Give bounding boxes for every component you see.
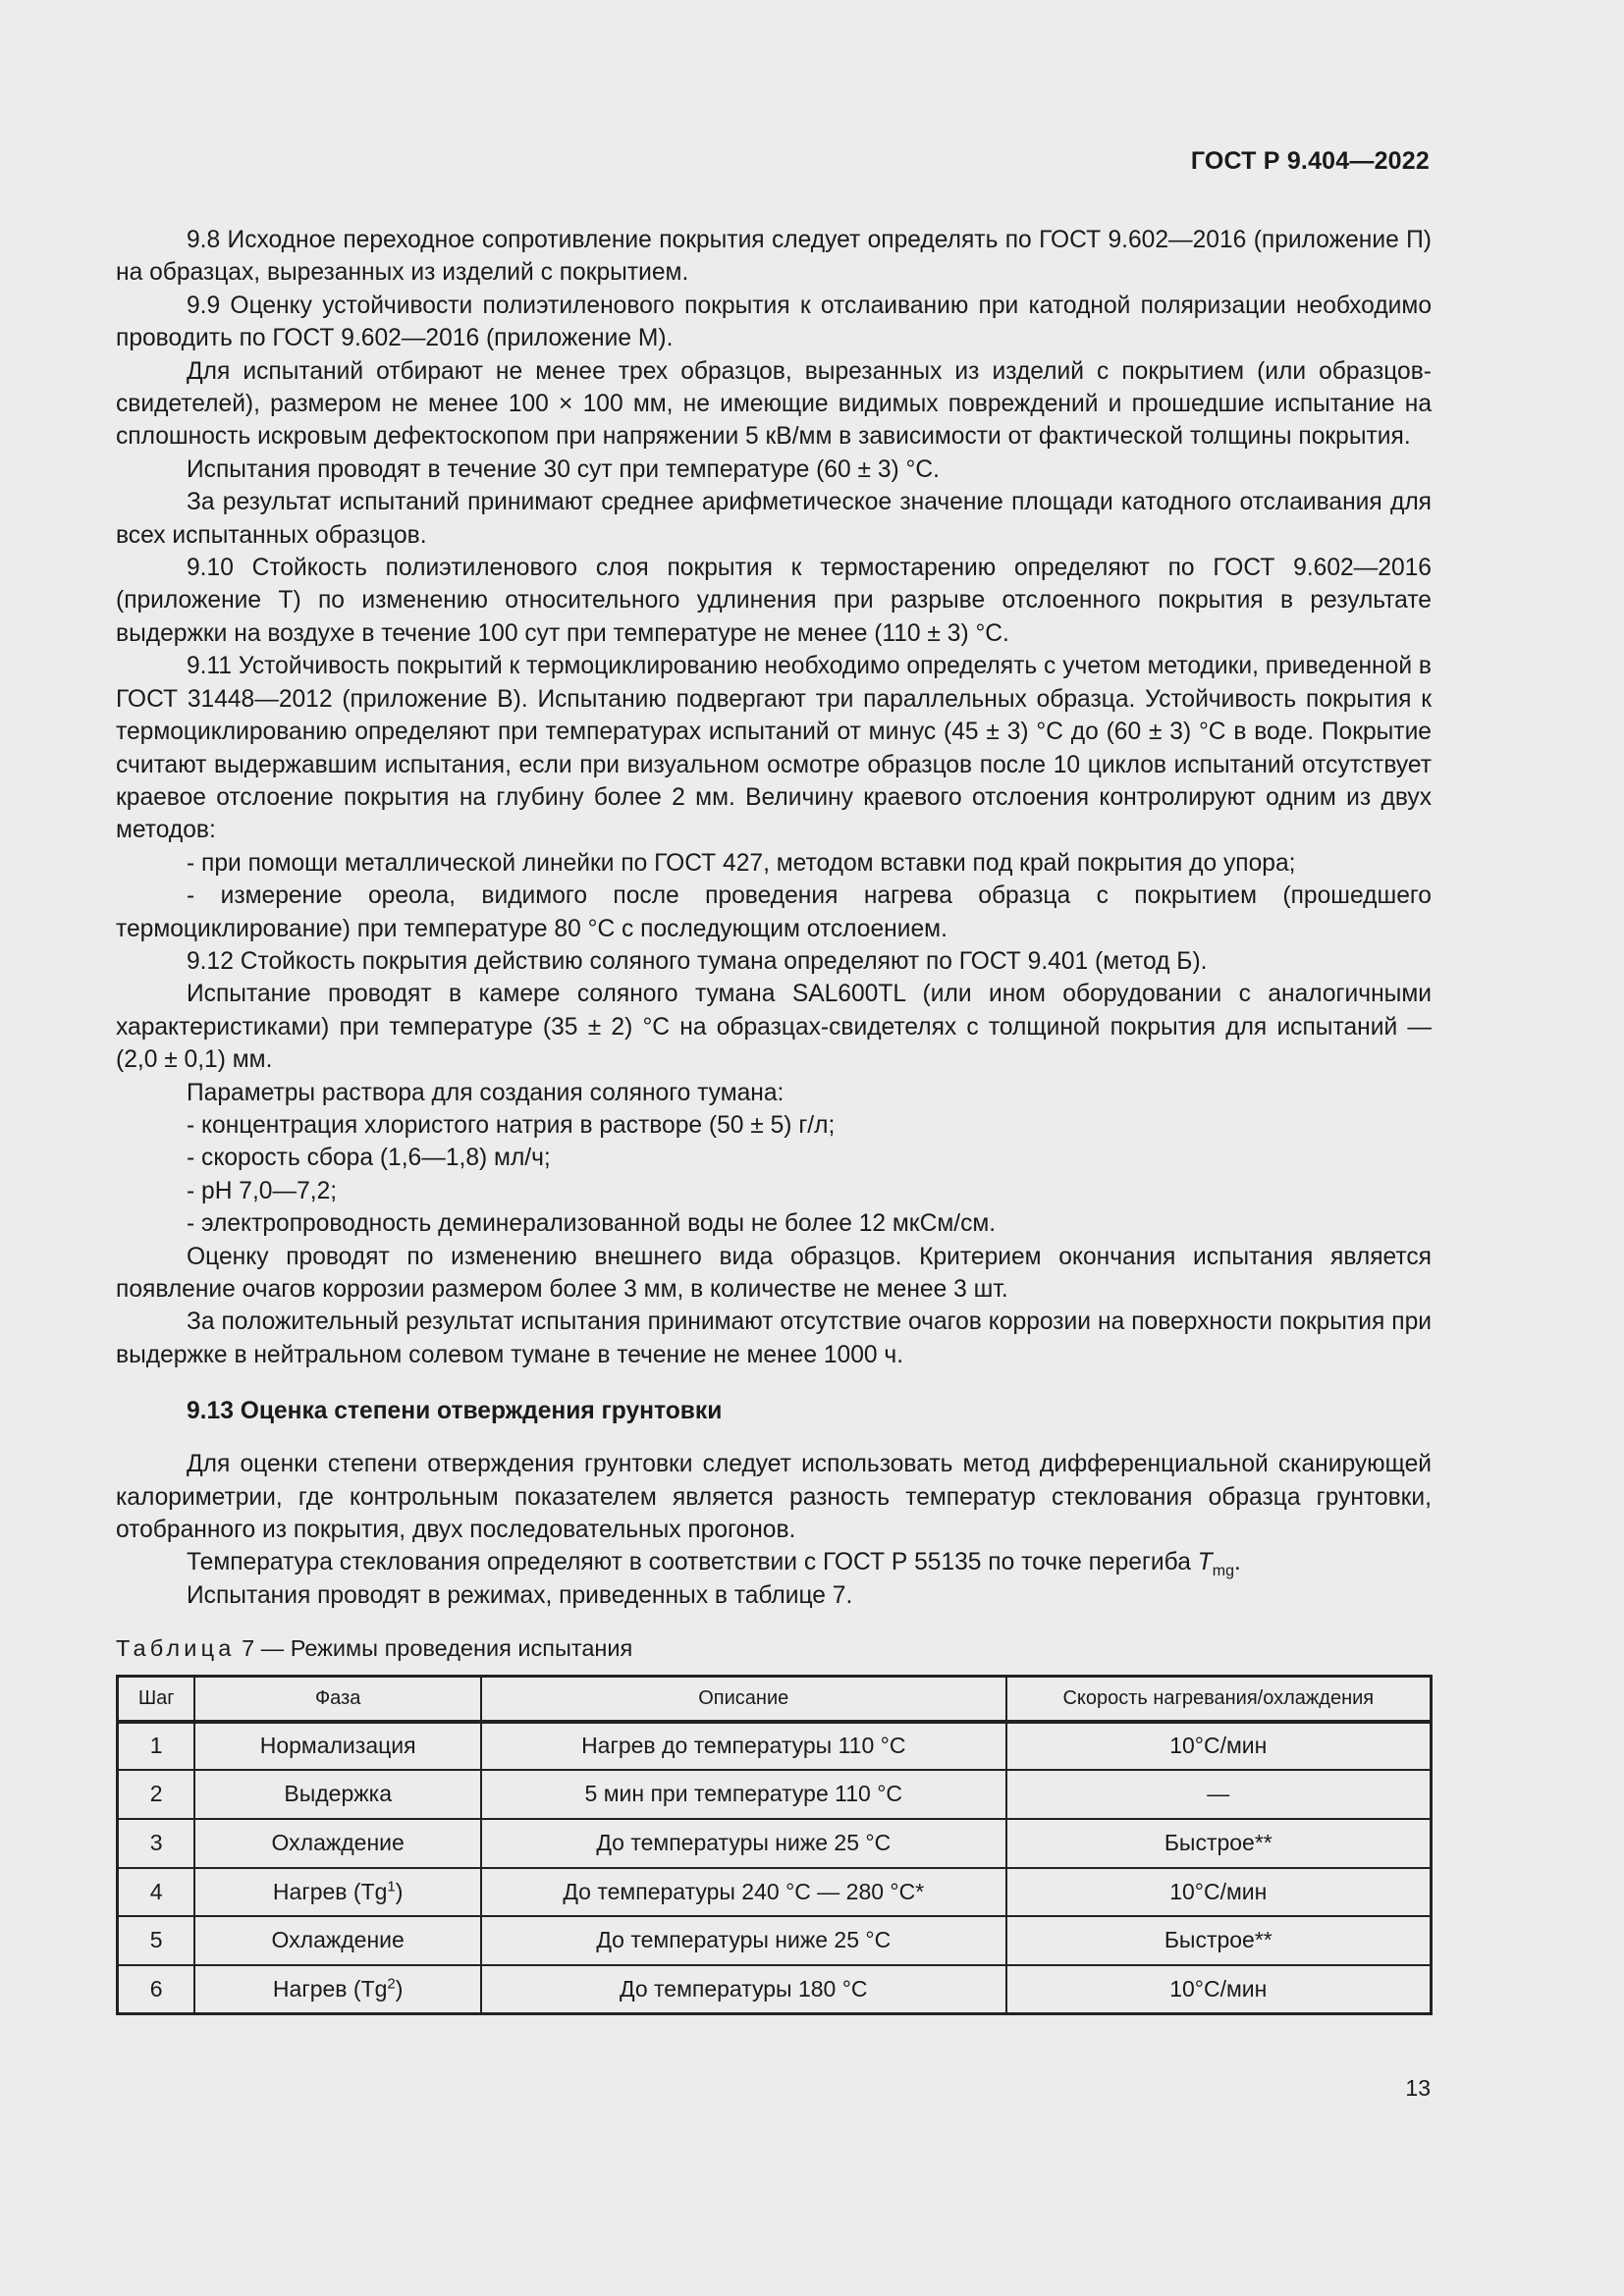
cell-rate: 10°С/мин — [1006, 1965, 1432, 2014]
table-row — [118, 1868, 1432, 1917]
table-row — [118, 1965, 1432, 2014]
table-header-row — [118, 1677, 1432, 1722]
paragraph-duration: Испытания проводят в течение 30 сут при температуре (60 ± 3) °С. — [187, 455, 940, 483]
paragraph-9-11: 9.11 Устойчивость покрытий к термоциклированию необходимо определять с учетом методики, приведенной в ГОСТ 31448—2012 (приложение В). Испытанию подвергают три параллельных образца. Устойчивость покрытия к термоциклированию определяют при температурах испытаний от минус (45 ± 3) °С до (60 ± 3) °С в воде. Покрытие считают выдержавшим испытания, если при визуальном осмотре образцов после 10 циклов испытаний отсутствует краевое отслоение покрытия на глубину более 2 мм. Величину краевого отслоения контролируют одним из двух методов: — [116, 653, 1432, 844]
cell-phase: Охлаждение — [194, 1819, 481, 1868]
list-item-ruler: - при помощи металлической линейки по ГОСТ 427, методом вставки под край покрытия до упора; — [187, 849, 1296, 877]
cell-description: 5 мин при температуре 110 °С — [481, 1770, 1006, 1819]
tg-symbol: T — [1197, 1549, 1213, 1576]
table-caption-word: Таблица — [116, 1635, 236, 1662]
table-row — [118, 1916, 1432, 1965]
cell-rate: 10°С/мин — [1006, 1868, 1432, 1917]
paragraph-samples: Для испытаний отбирают не менее трех образцов, вырезанных из изделий с покрытием (или образцов-свидетелей), размером не менее 100 × 100 мм, не имеющие видимых повреждений и прошедшие испытание на сплошность искровым дефектоскопом при напряжении 5 кВ/мм в зависимости от фактической толщины покрытия. — [116, 357, 1432, 451]
paragraph-tg — [116, 1546, 1432, 1578]
page-number: 13 — [1405, 2075, 1431, 2101]
cell-step: 1 — [118, 1722, 195, 1771]
cell-rate: 10°С/мин — [1006, 1722, 1432, 1771]
table-row — [118, 1722, 1432, 1771]
paragraph-positive-result: За положительный результат испытания принимают отсутствие очагов коррозии на поверхности покрытия при выдержке в нейтральном солевом тумане в течение не менее 1000 ч. — [116, 1308, 1432, 1368]
table-row — [118, 1770, 1432, 1819]
document-code: ГОСТ Р 9.404—2022 — [1190, 147, 1430, 175]
cell-description: До температуры ниже 25 °С — [481, 1916, 1006, 1965]
test-modes-table — [116, 1675, 1433, 2015]
list-item-ph: - pH 7,0—7,2; — [187, 1177, 338, 1204]
paragraph-salt-chamber: Испытание проводят в камере соляного тумана SAL600TL (или ином оборудовании с аналогичными характеристиками) при температуре (35 ± 2) °С на образцах-свидетелях с толщиной покрытия для испытаний — (2,0 ± 0,1) мм. — [116, 981, 1432, 1074]
table-caption-rest: 7 — Режимы проведения испытания — [235, 1635, 633, 1662]
tg-end: . — [1233, 1549, 1241, 1576]
paragraph-9-9: 9.9 Оценку устойчивости полиэтиленового покрытия к отслаиванию при катодной поляризации необходимо проводить по ГОСТ 9.602—2016 (приложение М). — [116, 292, 1432, 352]
cell-step: 3 — [118, 1819, 195, 1868]
cell-description: Нагрев до температуры 110 °С — [481, 1722, 1006, 1771]
table-row — [118, 1819, 1432, 1868]
cell-rate: Быстрое** — [1006, 1916, 1432, 1965]
cell-phase: Нормализация — [194, 1722, 481, 1771]
paragraph-solution-params: Параметры раствора для создания соляного тумана: — [187, 1079, 785, 1106]
cell-step: 2 — [118, 1770, 195, 1819]
cell-rate: — — [1006, 1770, 1432, 1819]
paragraph-table-ref: Испытания проводят в режимах, приведенных в таблице 7. — [187, 1581, 853, 1609]
header-step: Шаг — [118, 1677, 195, 1722]
cell-description: До температуры ниже 25 °С — [481, 1819, 1006, 1868]
header-description: Описание — [481, 1677, 1006, 1722]
cell-phase: Нагрев (Tg$^1$) — [194, 1868, 481, 1917]
paragraph-result: За результат испытаний принимают среднее арифметическое значение площади катодного отслаивания для всех испытанных образцов. — [116, 489, 1432, 549]
list-item-halo: - измерение ореола, видимого после проведения нагрева образца с покрытием (прошедшего термоциклирование) при температуре 80 °С с последующим отслоением. — [116, 882, 1432, 942]
paragraph-dsc-method: Для оценки степени отверждения грунтовки следует использовать метод дифференциальной сканирующей калориметрии, где контрольным показателем является разность температур стеклования образца грунтовки, отобранного из покрытия, двух последовательных прогонов. — [116, 1451, 1432, 1544]
cell-phase: Охлаждение — [194, 1916, 481, 1965]
header-rate: Скорость нагревания/охлаждения — [1006, 1677, 1432, 1722]
tg-text: Температура стеклования определяют в соответствии с ГОСТ Р 55135 по точке перегиба — [187, 1549, 1198, 1576]
cell-phase: Выдержка — [194, 1770, 481, 1819]
cell-rate: Быстрое** — [1006, 1819, 1432, 1868]
document-body — [116, 224, 1432, 2015]
cell-step: 5 — [118, 1916, 195, 1965]
cell-description: До температуры 180 °С — [481, 1965, 1006, 2014]
list-item-concentration: - концентрация хлористого натрия в растворе (50 ± 5) г/л; — [187, 1111, 836, 1139]
table-caption — [116, 1633, 1432, 1663]
cell-step: 6 — [118, 1965, 195, 2014]
paragraph-9-10: 9.10 Стойкость полиэтиленового слоя покрытия к термостарению определяют по ГОСТ 9.602—2016 (приложение Т) по изменению относительного удлинения при разрыве отслоенного покрытия в результате выдержки на воздухе в течение 100 сут при температуре не менее (110 ± 3) °С. — [116, 555, 1432, 647]
cell-phase: Нагрев (Tg$^2$) — [194, 1965, 481, 2014]
section-heading-9-13: 9.13 Оценка степени отверждения грунтовки — [187, 1398, 723, 1425]
paragraph-evaluation: Оценку проводят по изменению внешнего вида образцов. Критерием окончания испытания является появление очагов коррозии размером более 3 мм, в количестве не менее 3 шт. — [116, 1243, 1432, 1303]
header-phase: Фаза — [194, 1677, 481, 1722]
list-item-collection-rate: - скорость сбора (1,6—1,8) мл/ч; — [187, 1145, 551, 1172]
cell-description: До температуры 240 °С — 280 °С* — [481, 1868, 1006, 1917]
cell-step: 4 — [118, 1868, 195, 1917]
tg-subscript: mg — [1212, 1563, 1234, 1580]
list-item-conductivity: - электропроводность деминерализованной воды не более 12 мкСм/см. — [187, 1210, 997, 1238]
paragraph-9-12: 9.12 Стойкость покрытия действию соляного тумана определяют по ГОСТ 9.401 (метод Б). — [187, 947, 1208, 975]
paragraph-9-8: 9.8 Исходное переходное сопротивление покрытия следует определять по ГОСТ 9.602—2016 (приложение П) на образцах, вырезанных из изделий с покрытием. — [116, 227, 1432, 287]
